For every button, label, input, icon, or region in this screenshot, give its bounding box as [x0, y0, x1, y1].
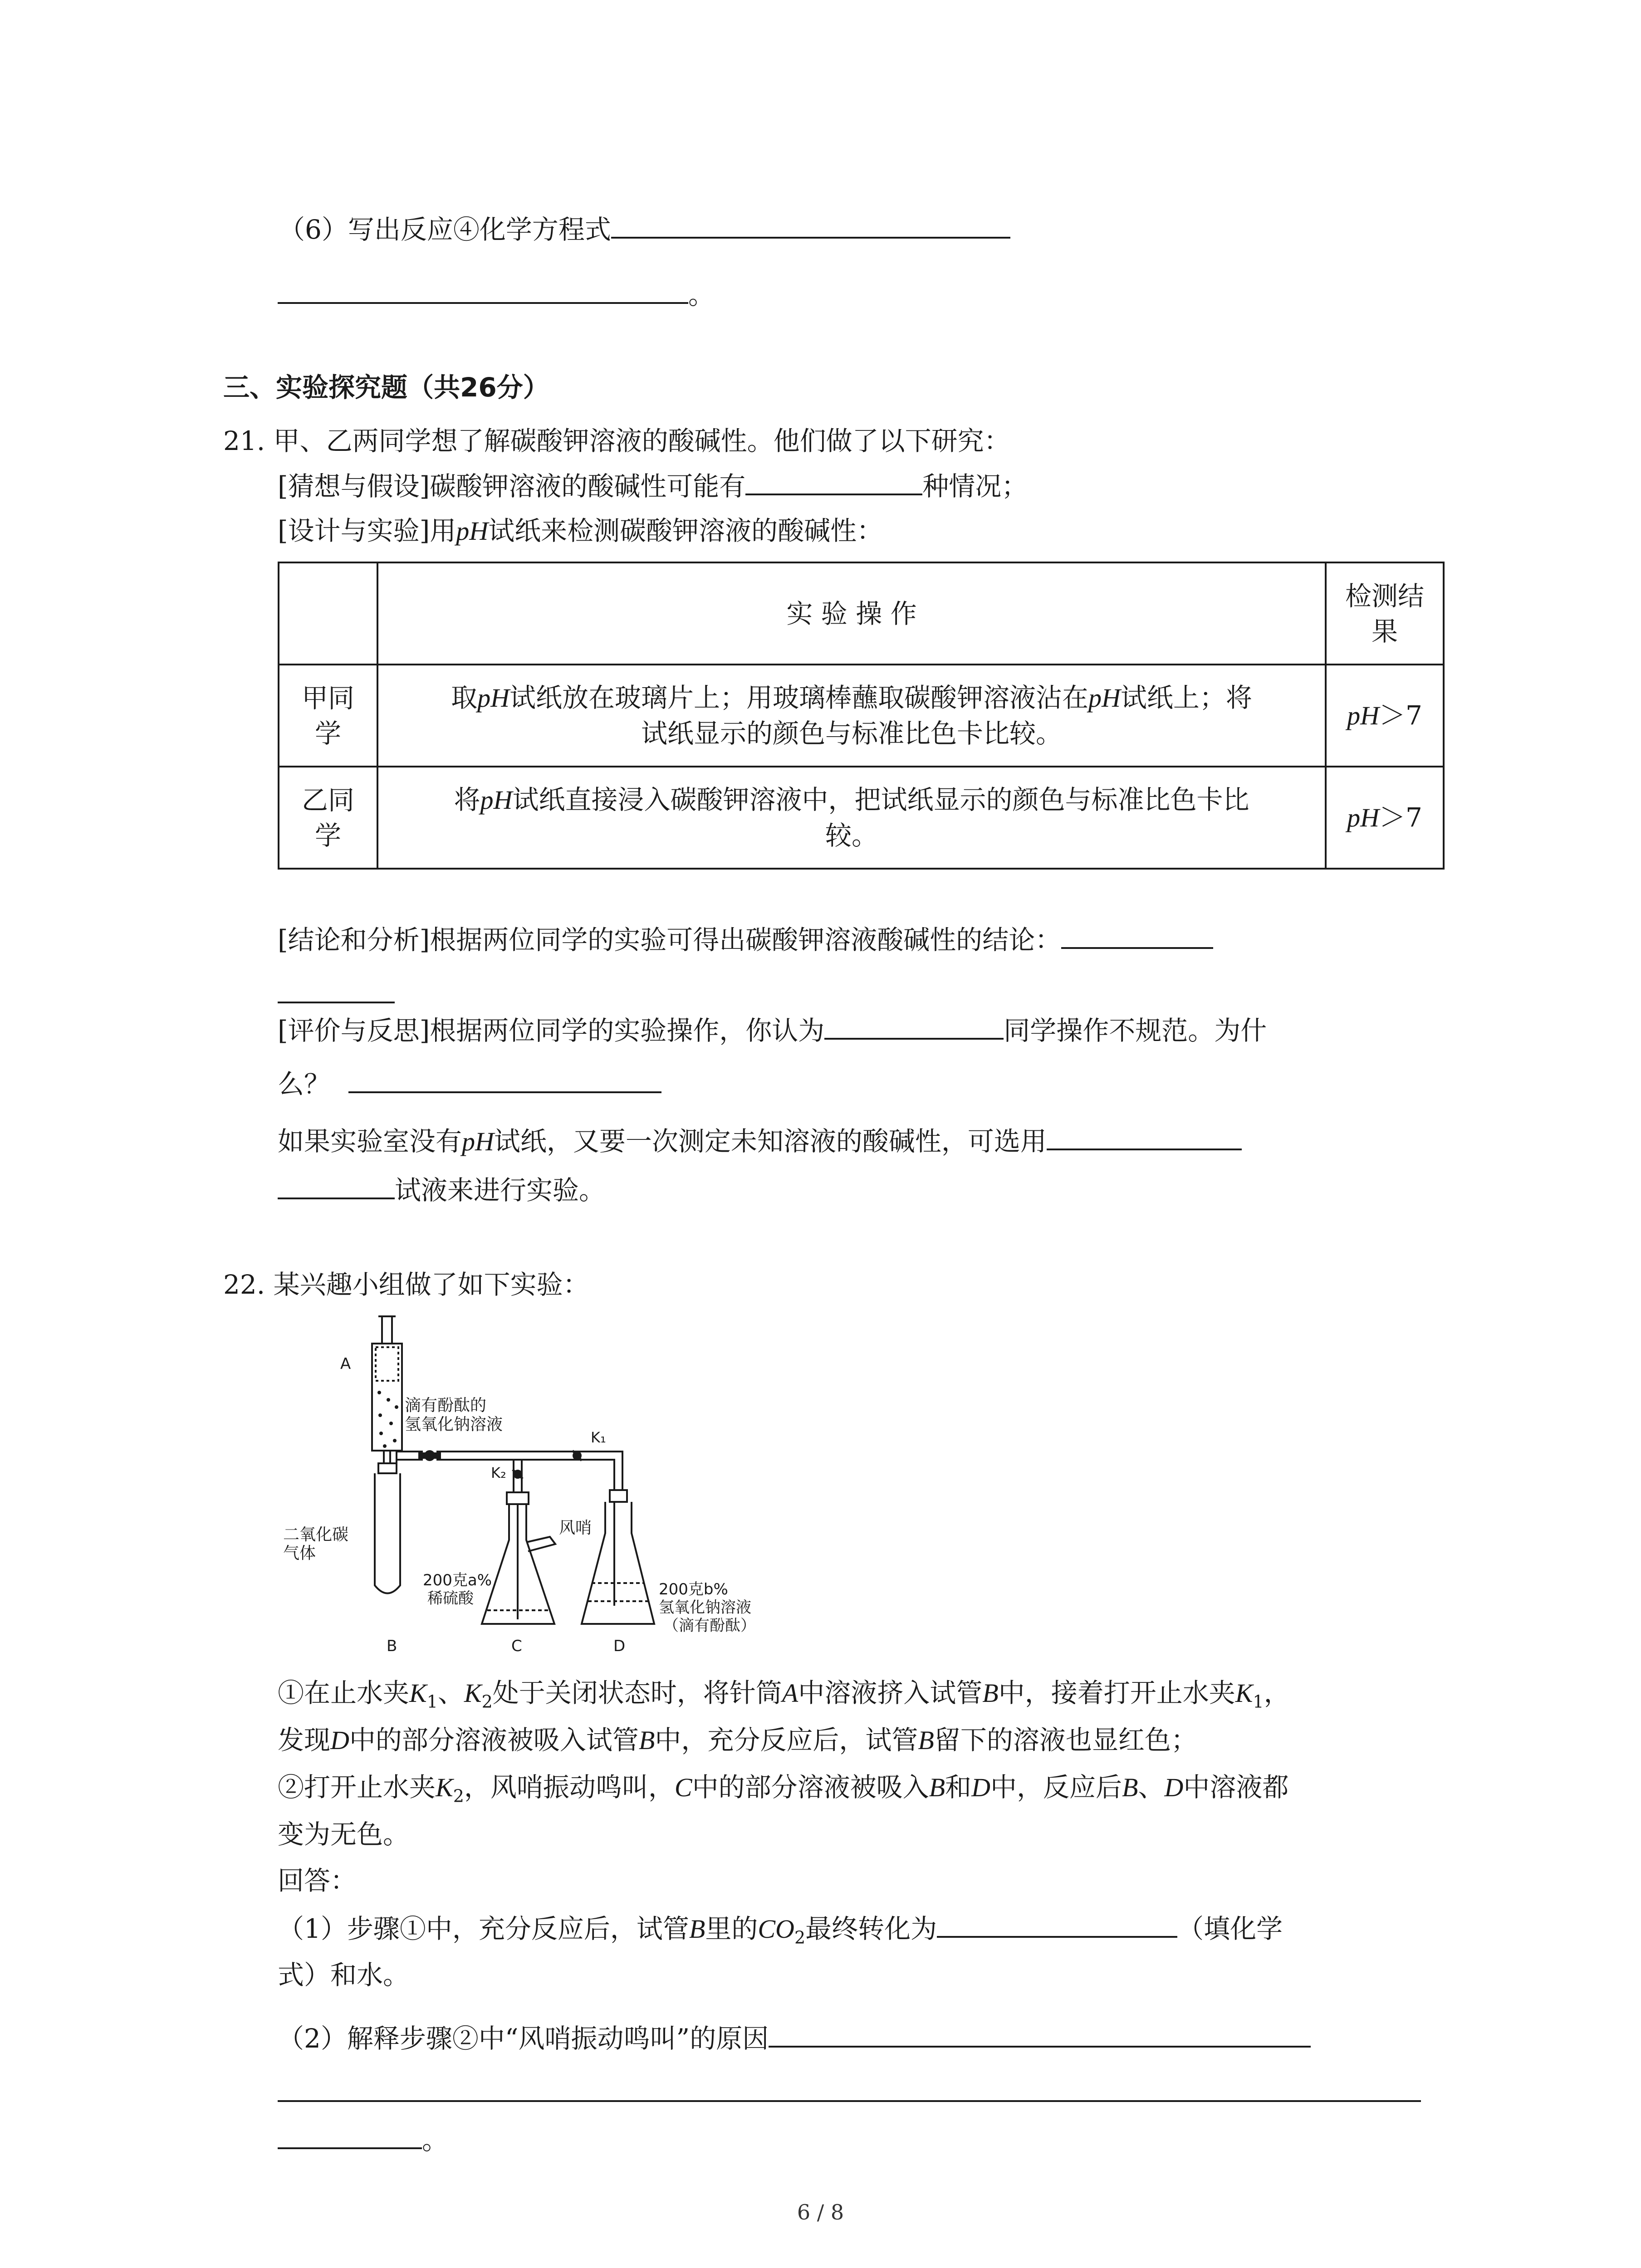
label-a: A [340, 1355, 351, 1373]
operation-cell: 将pH试纸直接浸入碳酸钾溶液中，把试纸显示的颜色与标准比色卡比 较。 [377, 767, 1326, 869]
answer-blank[interactable] [278, 2121, 422, 2149]
q22-step2: ②打开止水夹$K_2$，风哨振动鸣叫，C中的部分溶液被吸入B和D中，反应后B、D中溶液都 [278, 1772, 1289, 1806]
q20-6-prompt: （6）写出反应④化学方程式 [279, 214, 611, 245]
label-whistle: 风哨 [559, 1519, 592, 1537]
q22-sub1: （1）步骤①中，充分反应后，试管B里的$CO_2$最终转化为 （填化学 [278, 1910, 1283, 1947]
answer-blank[interactable] [1061, 921, 1213, 949]
label-acid-line2: 稀硫酸 [427, 1589, 474, 1608]
page-number: 6 / 8 [797, 2200, 844, 2224]
answer-blank[interactable] [824, 1012, 1004, 1040]
label-syringe-line2: 氢氧化钠溶液 [405, 1415, 503, 1434]
label-co2-line1: 二氧化碳 [283, 1525, 349, 1544]
q22-answer-label: 回答： [278, 1865, 357, 1896]
q22-sub2: （2）解释步骤②中“风哨振动鸣叫”的原因 [278, 2019, 1311, 2057]
q21-guess-text: [猜想与假设]碳酸钾溶液的酸碱性可能有 [278, 471, 746, 502]
answer-blank[interactable] [611, 210, 1010, 239]
result-cell: pH＞7 [1326, 665, 1444, 767]
experiment-table [278, 562, 1445, 870]
q21-evaluation: [评价与反思]根据两位同学的实验操作，你认为 同学操作不规范。为什 [278, 1012, 1267, 1049]
q20-6-line1 [279, 210, 1010, 248]
test-tube-b [375, 1473, 400, 1593]
answer-blank[interactable] [278, 2100, 1421, 2102]
label-acid-line1: 200克a% [423, 1571, 492, 1589]
q21-evaluation-why: 么？ [278, 1065, 661, 1102]
q22-stem: 22. 某兴趣小组做了如下实验： [223, 1269, 589, 1300]
label-base-line1: 200克b% [659, 1580, 728, 1598]
q22-step1: ①在止水夹$K_1$、$K_2$处于关闭状态时，将针筒A中溶液挤入试管B中，接着打开止水夹$K_1$， [278, 1677, 1290, 1712]
student-name-cell: 乙同 学 [279, 767, 377, 869]
q21-stem: 21. 甲、乙两同学想了解碳酸钾溶液的酸碱性。他们做了以下研究： [223, 425, 1010, 456]
answer-blank[interactable] [278, 1002, 395, 1003]
table-corner-cell [279, 562, 377, 665]
operation-cell: 取pH试纸放在玻璃片上；用玻璃棒蘸取碳酸钾溶液沾在pH试纸上；将 试纸显示的颜色与标准比色卡比较。 [377, 665, 1326, 767]
label-syringe-line1: 滴有酚酞的 [405, 1396, 487, 1415]
q21-extra: 如果实验室没有pH试纸，又要一次测定未知溶液的酸碱性，可选用 [278, 1122, 1242, 1160]
table-row [279, 665, 1444, 767]
label-co2-line2: 气体 [283, 1544, 316, 1563]
answer-blank[interactable] [769, 2019, 1311, 2048]
q21-design-text-end: 试纸来检测碳酸钾溶液的酸碱性： [488, 515, 883, 546]
answer-blank[interactable] [745, 467, 922, 495]
table-row [279, 767, 1444, 869]
answer-blank[interactable] [278, 1171, 395, 1199]
q21-design [278, 513, 883, 549]
student-name-cell: 甲同 学 [279, 665, 377, 767]
q20-6-line2 [278, 276, 715, 313]
apparatus-figure [278, 1306, 831, 1678]
answer-blank[interactable] [1047, 1122, 1242, 1150]
q22-step2-line2: 变为无色。 [278, 1819, 410, 1850]
q21-design-text: [设计与实验]用 [278, 515, 456, 546]
answer-blank[interactable] [348, 1065, 661, 1093]
q21-extra-line2: 试液来进行实验。 [278, 1171, 605, 1208]
table-head-operation: 实 验 操 作 [377, 562, 1326, 665]
result-cell: pH＞7 [1326, 767, 1444, 869]
answer-blank[interactable] [937, 1910, 1177, 1938]
answer-blank[interactable] [278, 276, 688, 304]
label-k1: K₁ [591, 1429, 606, 1446]
q20-6-period: 。 [688, 279, 715, 310]
label-base-line3: （滴有酚酞） [663, 1617, 756, 1635]
q22-sub1-line2: 式）和水。 [278, 1960, 410, 1990]
table-header-row [279, 562, 1444, 665]
label-c: C [511, 1637, 522, 1655]
q22-step1-line2: 发现D中的部分溶液被吸入试管B中，充分反应后，试管B留下的溶液也显红色； [278, 1725, 1197, 1755]
q21-design-ph: pH [456, 516, 489, 546]
label-base-line2: 氢氧化钠溶液 [659, 1598, 751, 1617]
label-d: D [613, 1637, 626, 1655]
section-title: 三、实验探究题（共26分） [223, 372, 549, 403]
table-head-result: 检测结 果 [1326, 562, 1444, 665]
q21-guess [278, 467, 1028, 504]
q21-guess-text-end: 种情况； [922, 471, 1028, 502]
label-b: B [387, 1637, 397, 1655]
q22-sub2-line3: 。 [278, 2121, 448, 2158]
label-k2: K₂ [491, 1464, 506, 1481]
q21-conclusion: [结论和分析]根据两位同学的实验可得出碳酸钾溶液酸碱性的结论： [278, 921, 1213, 958]
flask-d [582, 1502, 654, 1624]
